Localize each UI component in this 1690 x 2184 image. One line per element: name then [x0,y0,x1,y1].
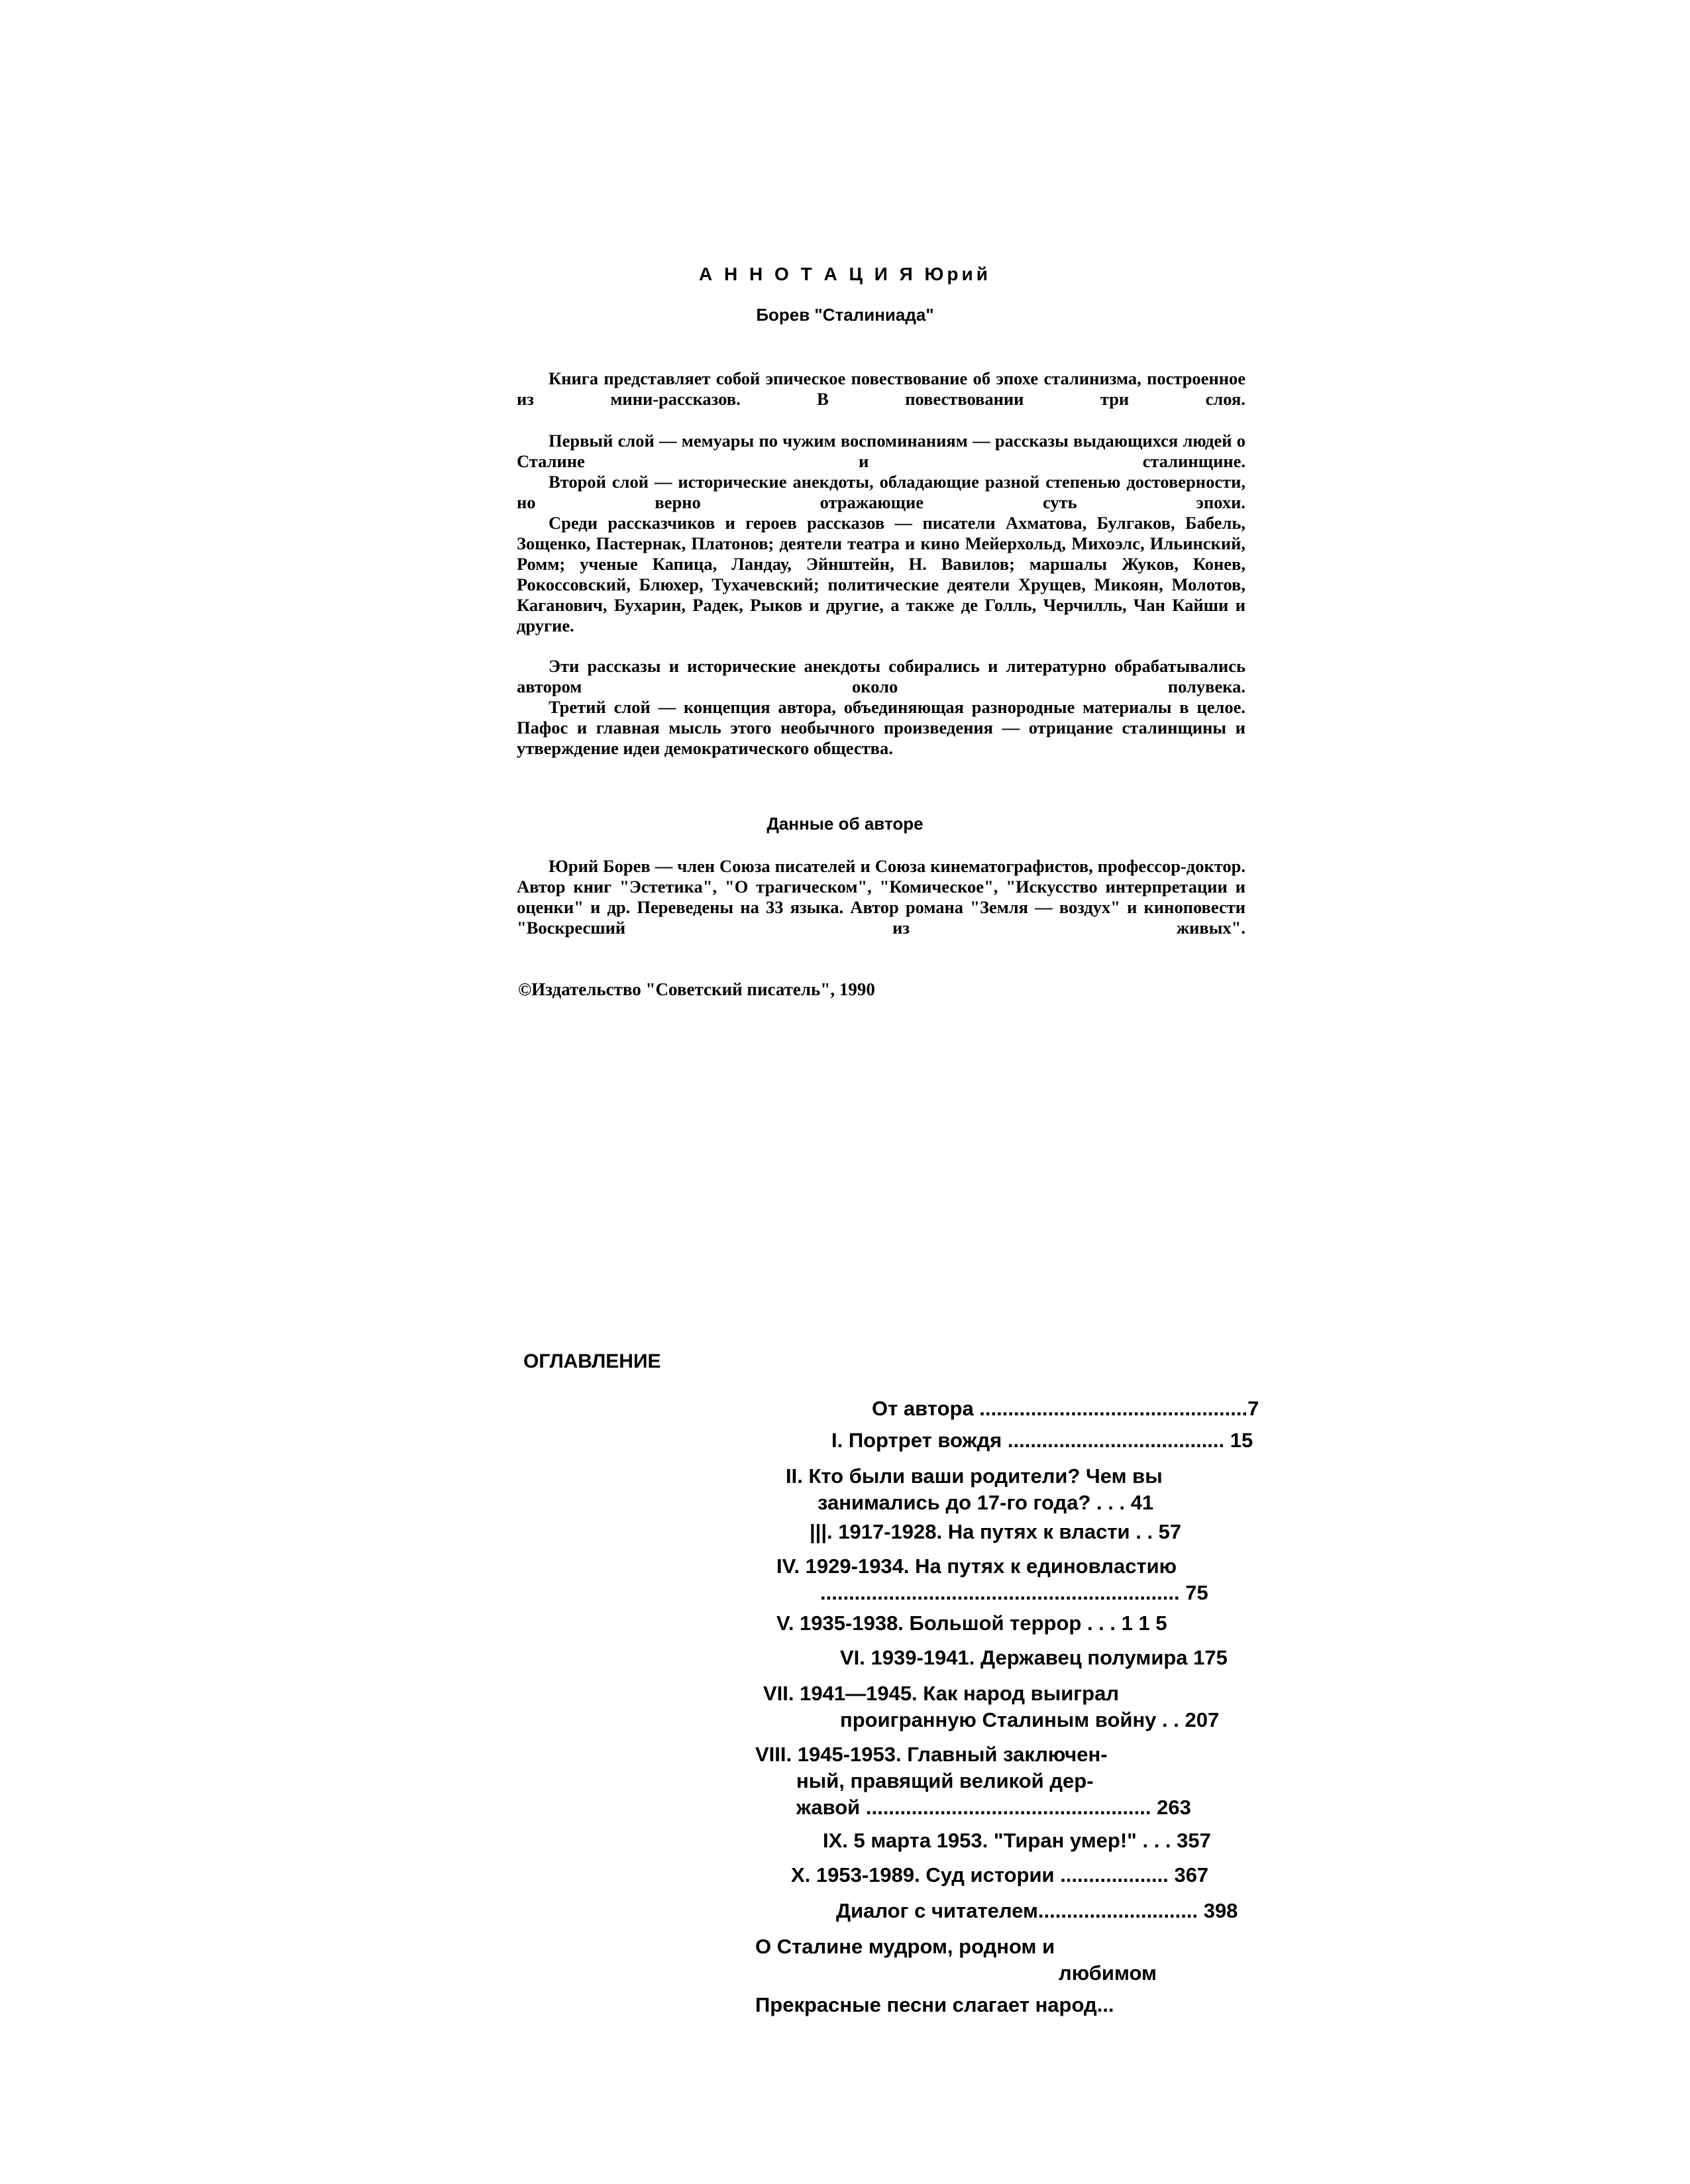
toc-entry-2-line2: занимались до 17-го года? . . . 41 [818,1491,1154,1514]
toc-entry-9: IX. 5 марта 1953. "Тиран умер!" . . . 357 [823,1829,1211,1852]
author-heading: Данные об авторе [766,814,924,834]
toc-entry-1: I. Портрет вождя ...................................... 15 [831,1429,1253,1452]
toc-entry-5: V. 1935-1938. Большой террор . . . 1 1 5 [776,1611,1167,1635]
annotation-paragraph-5: Эти рассказы и исторические анекдоты собирались и литературно обрабатывались автором около полувека. [517,656,1245,696]
toc-entry-4-line1: IV. 1929-1934. На путях к единовластию [776,1555,1177,1578]
toc-entry-8-line1: VIII. 1945-1953. Главный заключен- [755,1743,1108,1766]
annotation-title: А Н Н О Т А Ц И Я Юрий [699,264,991,284]
toc-entry-foreword: От автора ...............................................7 [872,1397,1259,1420]
toc-entry-wise-line1: О Сталине мудром, родном и [755,1935,1055,1958]
annotation-paragraph-4: Среди рассказчиков и героев рассказов — писатели Ахматова, Булгаков, Бабель, Зощенко, Пастернак, Платонов; деятели театра и кино Мейерхольд, Михоэлс, Ильинский, Ромм; ученые Капица, Ландау, Эйнштейн, Н. Вавилов; маршалы Жуков, Конев, Рокоссовский, Блюхер, Тухачевский; политические деятели Хрущев, Микоян, Молотов, Каганович, Бухарин, Радек, Рыков и другие, а также де Голль, Черчилль, Чан Кайши и другие. [517,513,1245,635]
annotation-paragraph-1: Книга представляет собой эпическое повествование об эпохе сталинизма, построенное из мини-рассказов. В повествовании три слоя. [517,368,1245,409]
toc-entry-3: |||. 1917-1928. На путях к власти . . 57 [810,1520,1182,1543]
annotation-paragraph-3: Второй слой — исторические анекдоты, обладающие разной степенью достоверности, но верно отражающие суть эпохи. [517,472,1245,512]
annotation-paragraph-6: Третий слой — концепция автора, объединяющая разнородные материалы в целое. Пафос и главная мысль этого необычного произведения — отрицание сталинщины и утверждение идеи демократического общества. [517,697,1245,758]
book-title: Борев "Сталиниада" [756,305,934,325]
copyright-line: ©Издательство "Советский писатель", 1990 [518,979,875,999]
toc-entry-4-line2: ............................................................... 75 [820,1581,1208,1604]
toc-entry-6: VI. 1939-1941. Державец полумира 175 [840,1646,1228,1669]
toc-entry-8-line2: ный, правящий великой дер- [796,1769,1094,1792]
toc-entry-8-line3: жавой .................................................. 263 [796,1796,1191,1819]
toc-entry-2-line1: II. Кто были ваши родители? Чем вы [786,1464,1163,1488]
annotation-paragraph-2: Первый слой — мемуары по чужим воспоминаниям — рассказы выдающихся людей о Сталине и сталинщине. [517,431,1245,471]
toc-entry-songs: Прекрасные песни слагает народ... [755,1993,1114,2016]
toc-entry-7-line2: проигранную Сталиным войну . . 207 [840,1708,1220,1731]
toc-entry-dialogue: Диалог с читателем............................ 398 [836,1899,1238,1922]
toc-heading: ОГЛАВЛЕНИЕ [523,1350,661,1372]
toc-entry-7-line1: VII. 1941—1945. Как народ выиграл [763,1682,1120,1705]
author-paragraph: Юрий Борев — член Союза писателей и Союза кинематографистов, профессор-доктор. Автор книг "Эстетика", "О трагическом", "Комическое", "Искусство интерпретации и оценки" и др. Переведены на 33 языка. Автор романа "Земля — воздух" и киноповести "Воскресший из живых". [517,856,1245,938]
toc-entry-wise-line2: любимом [1059,1961,1157,1985]
toc-entry-10: X. 1953-1989. Суд истории ................... 367 [791,1863,1209,1886]
